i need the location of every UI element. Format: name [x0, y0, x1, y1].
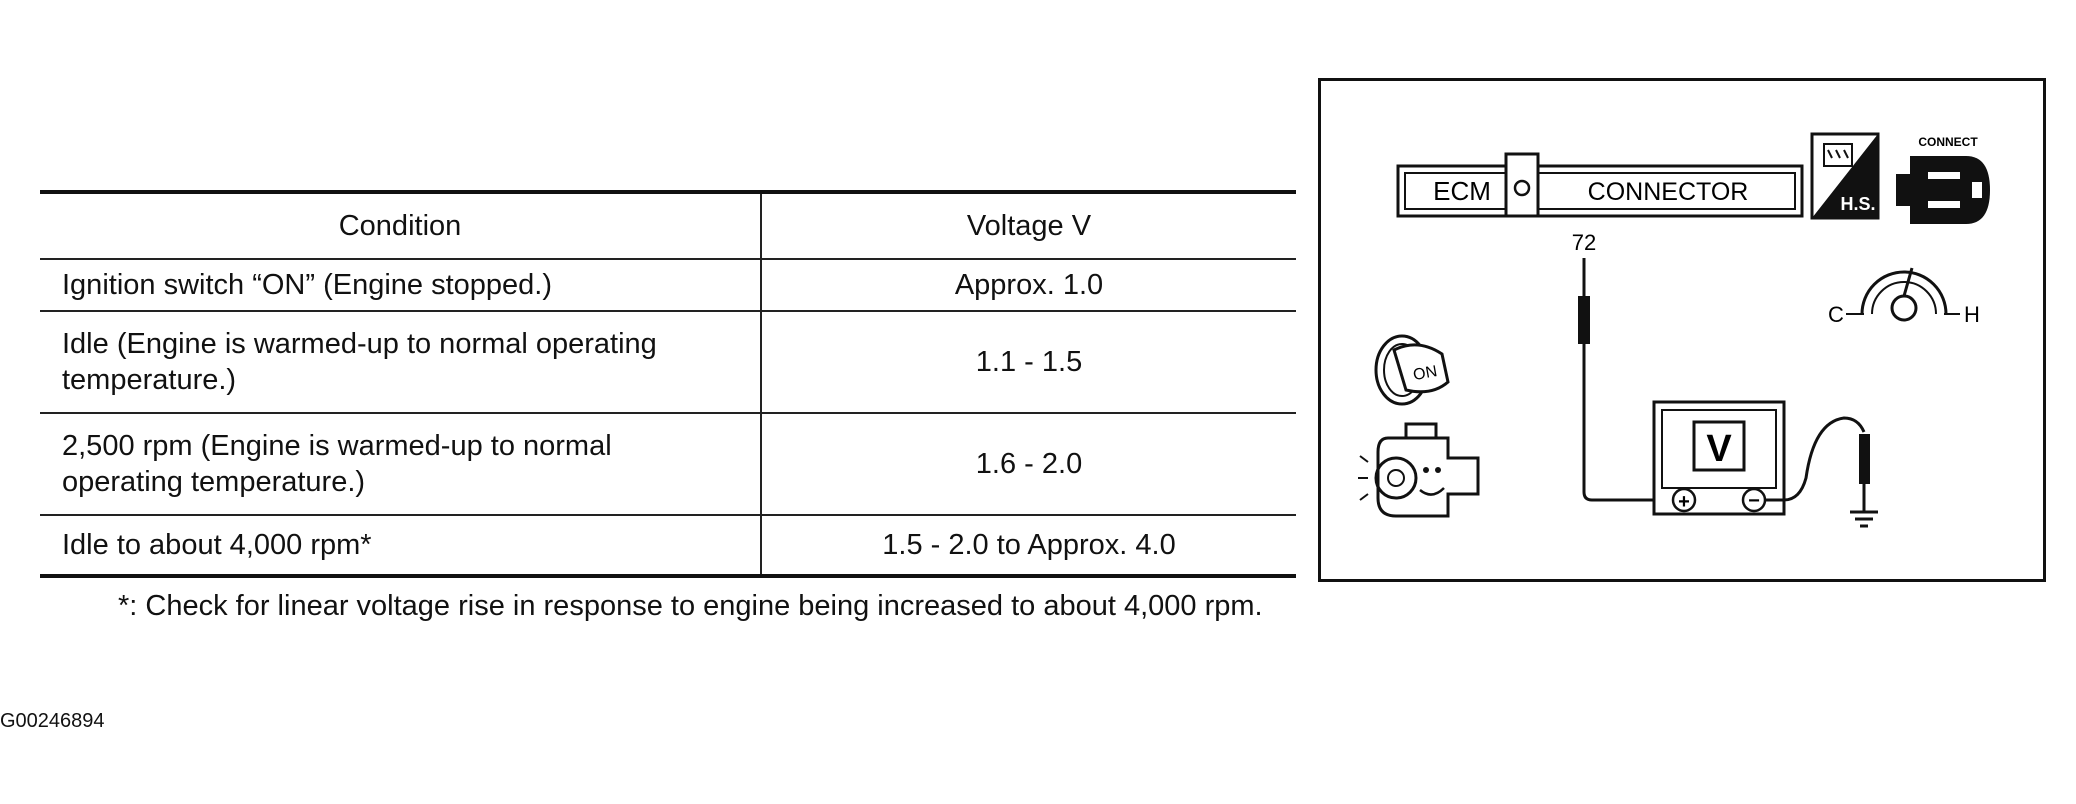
column-header-condition: Condition [40, 192, 761, 259]
table-footnote: *: Check for linear voltage rise in response to engine being increased to about 4,000 rpm. [118, 590, 1263, 622]
table-row [40, 259, 1296, 311]
voltage-cell: Approx. 1.0 [761, 259, 1296, 311]
hs-label: H.S. [1840, 194, 1876, 214]
voltage-cell: 1.5 - 2.0 to Approx. 4.0 [761, 515, 1296, 576]
voltmeter [1654, 402, 1784, 514]
ecm-label: ECM [1433, 176, 1491, 206]
connector-label: CONNECTOR [1587, 178, 1749, 206]
gauge-cold-label: C [1828, 302, 1844, 327]
table-row [40, 413, 1296, 515]
table-row [40, 515, 1296, 576]
measurement-diagram [1318, 78, 2046, 582]
plus-symbol: + [1678, 491, 1690, 513]
harness-side-icon [1812, 134, 1878, 218]
column-header-voltage: Voltage V [761, 192, 1296, 259]
connect-label: CONNECT [1918, 135, 1978, 149]
voltage-spec-table [40, 190, 1296, 578]
condition-cell: 2,500 rpm (Engine is warmed-up to normal operating temperature.) [40, 413, 761, 515]
table-header-row [40, 192, 1296, 259]
terminal-number: 72 [1571, 230, 1597, 255]
voltage-cell: 1.6 - 2.0 [761, 413, 1296, 515]
condition-cell: Idle to about 4,000 rpm* [40, 515, 761, 576]
minus-symbol: − [1748, 490, 1760, 512]
ignition-on-label: ON [1411, 363, 1439, 385]
voltage-cell: 1.1 - 1.5 [761, 311, 1296, 413]
condition-cell: Ignition switch “ON” (Engine stopped.) [40, 259, 761, 311]
voltmeter-label: V [1706, 428, 1732, 470]
gauge-hot-label: H [1964, 302, 1980, 327]
image-code: G00246894 [0, 710, 105, 732]
table-row [40, 311, 1296, 413]
condition-cell: Idle (Engine is warmed-up to normal operating temperature.) [40, 311, 761, 413]
